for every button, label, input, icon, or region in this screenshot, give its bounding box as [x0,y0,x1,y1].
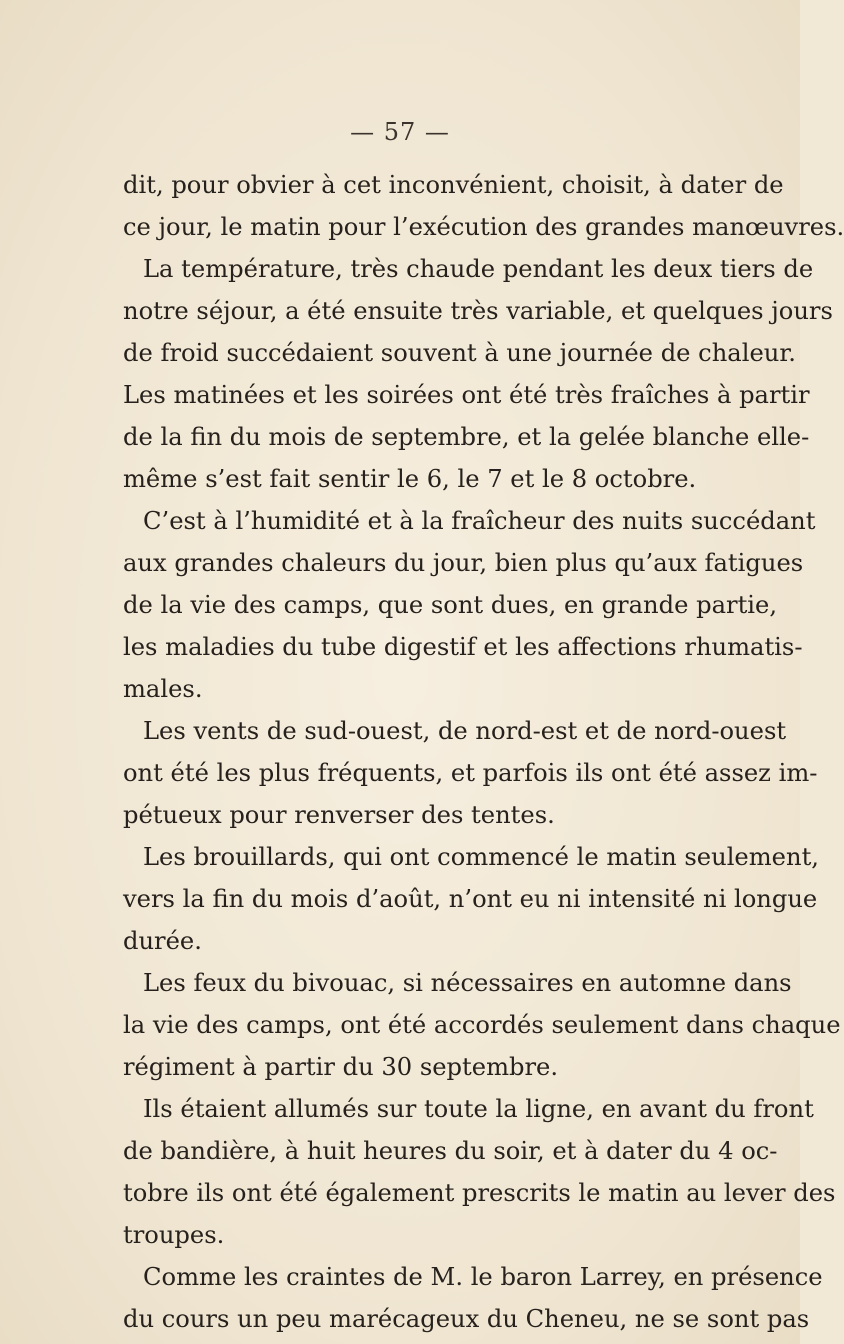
text-line: males. [123,675,203,703]
text-line: vers la fin du mois d’août, n’ont eu ni intensité ni longue [123,885,818,913]
text-line: Comme les craintes de M. le baron Larrey, en présence [143,1263,823,1291]
text-line: la vie des camps, ont été accordés seulement dans chaque [123,1011,841,1039]
text-line: de la fin du mois de septembre, et la gelée blanche elle- [123,423,810,451]
text-line: aux grandes chaleurs du jour, bien plus qu’aux fatigues [123,549,804,577]
text-line: Les vents de sud-ouest, de nord-est et de nord-ouest [143,717,787,745]
text-line: La température, très chaude pendant les deux tiers de [143,255,814,283]
text-line: pétueux pour renverser des tentes. [123,801,555,829]
text-line: notre séjour, a été ensuite très variable, et quelques jours [123,297,833,325]
text-line: du cours un peu marécageux du Cheneu, ne se sont pas [123,1305,810,1333]
text-line: les maladies du tube digestif et les affections rhumatis- [123,633,803,661]
body-text [123,164,844,1340]
text-line: même s’est fait sentir le 6, le 7 et le 8 octobre. [123,465,697,493]
text-line: Les matinées et les soirées ont été très fraîches à partir [123,381,810,409]
text-line: troupes. [123,1221,225,1249]
text-line: Les feux du bivouac, si nécessaires en automne dans [143,969,792,997]
text-line: C’est à l’humidité et à la fraîcheur des nuits succédant [143,507,816,535]
text-line: de bandière, à huit heures du soir, et à dater du 4 oc- [123,1137,778,1165]
text-line: dit, pour obvier à cet inconvénient, choisit, à dater de [123,171,784,199]
text-line: ont été les plus fréquents, et parfois ils ont été assez im- [123,759,818,787]
text-line: régiment à partir du 30 septembre. [123,1053,559,1081]
text-line: Les brouillards, qui ont commencé le matin seulement, [143,843,819,871]
text-line: Ils étaient allumés sur toute la ligne, en avant du front [143,1095,814,1123]
text-line: tobre ils ont été également prescrits le matin au lever des [123,1179,836,1207]
text-line: de froid succédaient souvent à une journée de chaleur. [123,339,796,367]
page-number: — 57 — [350,118,450,146]
text-line: durée. [123,927,202,955]
text-line: de la vie des camps, que sont dues, en grande partie, [123,591,778,619]
text-line: ce jour, le matin pour l’exécution des grandes manœuvres. [123,213,844,241]
